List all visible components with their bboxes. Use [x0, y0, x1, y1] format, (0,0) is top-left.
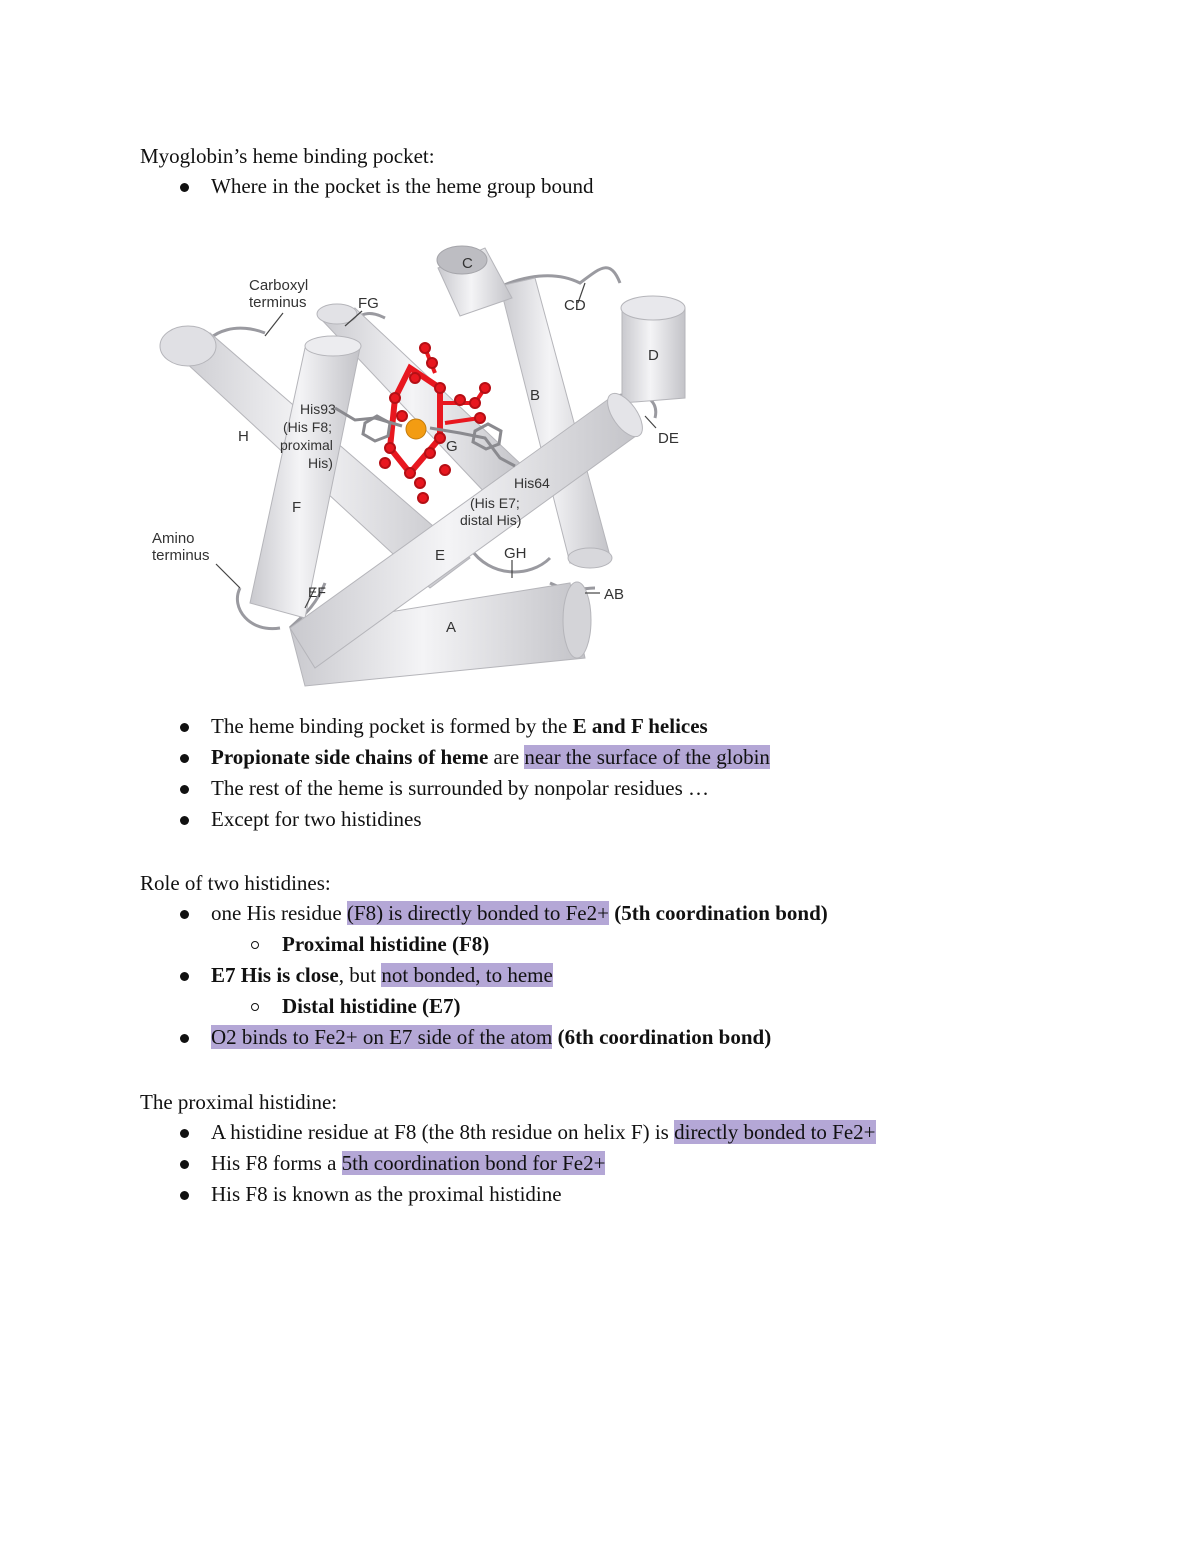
label-his93-1: His93	[300, 401, 336, 417]
list-item: His F8 is known as the proximal histidine	[140, 1179, 876, 1210]
myoglobin-structure-figure	[140, 238, 700, 688]
label-g: G	[446, 438, 458, 455]
list-item: A histidine residue at F8 (the 8th residue on helix F) is directly bonded to Fe2+	[140, 1117, 876, 1148]
label-a: A	[446, 619, 457, 636]
label-his93-3: proximal	[280, 437, 333, 453]
histidine-role-list	[140, 898, 828, 1053]
label-gh: GH	[504, 545, 527, 562]
list-item: O2 binds to Fe2+ on E7 side of the atom (6th coordination bond)	[140, 1022, 828, 1053]
label-b: B	[530, 387, 541, 404]
label-f: F	[292, 499, 302, 516]
label-his64-1: His64	[514, 475, 550, 491]
label-d: D	[648, 347, 659, 364]
list-item: one His residue (F8) is directly bonded to Fe2+ (5th coordination bond)	[140, 898, 828, 929]
highlighted-text: (F8) is directly bonded to Fe2+	[346, 901, 609, 925]
sub-list-item: Proximal histidine (F8)	[140, 929, 828, 960]
highlighted-text: near the surface of the globin	[524, 745, 770, 769]
label-his93-2: (His F8;	[283, 419, 332, 435]
sub-list-item: Distal histidine (E7)	[140, 991, 828, 1022]
heme-pocket-points	[140, 711, 770, 835]
label-c: C	[462, 255, 473, 272]
list-item: Where in the pocket is the heme group bound	[140, 171, 594, 202]
list-item: The heme binding pocket is formed by the E and F helices	[140, 711, 770, 742]
label-his93-4: His)	[308, 455, 333, 471]
section-heading-histidines: Role of two histidines:	[140, 871, 331, 895]
question-list	[140, 171, 594, 202]
label-e: E	[435, 547, 446, 564]
list-item: The rest of the heme is surrounded by nonpolar residues …	[140, 773, 770, 804]
list-item: Propionate side chains of heme are near the surface of the globin	[140, 742, 770, 773]
helix-c	[437, 246, 512, 316]
iron-atom	[406, 419, 426, 439]
label-amino-1: Amino	[152, 530, 195, 547]
label-cd: CD	[564, 297, 586, 314]
label-ab: AB	[604, 586, 625, 603]
section-heading-heme-pocket: Myoglobin’s heme binding pocket:	[140, 144, 435, 168]
section-heading-proximal: The proximal histidine:	[140, 1090, 338, 1114]
label-ef: EF	[308, 584, 326, 600]
list-item: His F8 forms a 5th coordination bond for Fe2+	[140, 1148, 876, 1179]
label-his64-2: (His E7;	[470, 495, 520, 511]
label-amino-2: terminus	[152, 547, 210, 564]
label-h: H	[238, 428, 249, 445]
highlighted-text: O2 binds to Fe2+ on E7 side of the atom	[211, 1025, 553, 1049]
label-carboxyl-1: Carboxyl	[249, 277, 309, 294]
proximal-histidine-list	[140, 1117, 876, 1210]
label-de: DE	[658, 430, 679, 447]
highlighted-text: not bonded, to heme	[381, 963, 553, 987]
list-item: E7 His is close, but not bonded, to heme	[140, 960, 828, 991]
label-carboxyl-2: terminus	[249, 294, 307, 311]
label-his64-3: distal His)	[460, 512, 522, 528]
highlighted-text: 5th coordination bond for Fe2+	[341, 1151, 606, 1175]
highlighted-text: directly bonded to Fe2+	[674, 1120, 876, 1144]
label-fg: FG	[358, 295, 379, 312]
list-item: Except for two histidines	[140, 804, 770, 835]
